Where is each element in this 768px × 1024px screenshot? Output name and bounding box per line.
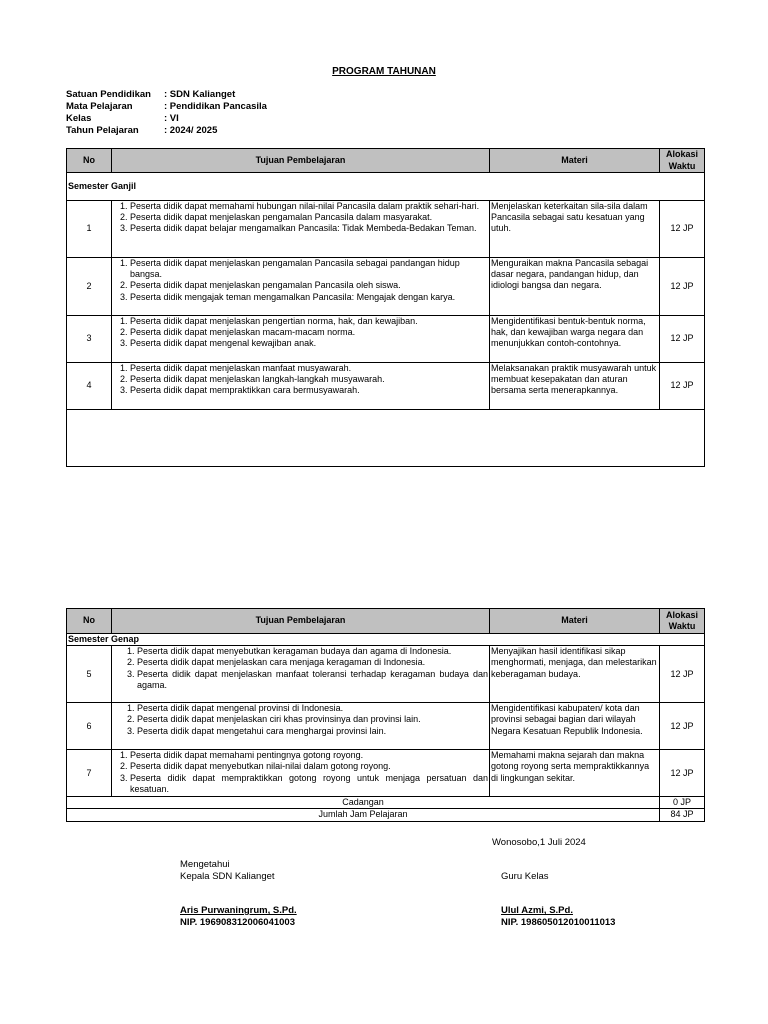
tujuan-item: 3. Peserta didik dapat mempraktikkan gotong royong untuk menjaga persatuan dan kesatuan.: [130, 773, 488, 795]
semester-label: Semester Ganjil: [67, 173, 705, 201]
empty-cell: [67, 410, 705, 467]
materi-cell: Melaksanakan praktik musyawarah untuk membuat kesepakatan dan aturan bersama serta menerapkannya.: [490, 363, 660, 410]
semester-label: Semester Genap: [67, 634, 705, 646]
tujuan-item: 3. Peserta didik dapat menjelaskan manfaat toleransi terhadap keragaman budaya dan agama.: [137, 669, 488, 691]
jumlah-value: 84 JP: [660, 809, 705, 821]
materi-cell: Menguraikan makna Pancasila sebagai dasar negara, pandangan hidup, dan idiologi bangsa dan negara.: [490, 258, 660, 316]
header-alokasi: [660, 609, 705, 634]
alokasi-cell: 12 JP: [660, 258, 705, 316]
row-number: 3: [67, 316, 112, 363]
tujuan-item: 1. Peserta didik dapat menjelaskan pengertian norma, hak, dan kewajiban.: [130, 316, 488, 327]
row-number: 4: [67, 363, 112, 410]
header-materi: Materi: [490, 149, 660, 173]
semester-row: [67, 634, 705, 646]
tujuan-item: 3. Peserta didik dapat mengetahui cara menghargai provinsi lain.: [137, 726, 488, 737]
table-row: [67, 316, 705, 363]
header-no: No: [67, 609, 112, 634]
materi-cell: Menjelaskan keterkaitan sila-sila dalam Pancasila sebagai satu kesatuan yang utuh.: [490, 201, 660, 258]
header-alokasi-line2: Waktu: [668, 160, 696, 171]
alokasi-cell: 12 JP: [660, 750, 705, 797]
document-title: PROGRAM TAHUNAN: [332, 66, 436, 77]
tujuan-item: 1. Peserta didik dapat memahami hubungan nilai-nilai Pancasila dalam praktik sehari-hari.: [130, 201, 488, 212]
row-number: 1: [67, 201, 112, 258]
identity-row-kelas: [66, 113, 267, 125]
program-table-genap: [66, 608, 705, 822]
table-row: [67, 646, 705, 703]
identity-value: : VI: [164, 113, 179, 124]
tujuan-item: 2. Peserta didik dapat menyebutkan nilai-nilai dalam gotong royong.: [130, 761, 488, 772]
tujuan-item: 3. Peserta didik dapat belajar mengamalkan Pancasila: Tidak Membeda-Bedakan Teman.: [130, 223, 488, 234]
materi-cell: Menyajikan hasil identifikasi sikap menghormati, menjaga, dan melestarikan keberagaman budaya.: [490, 646, 660, 703]
tujuan-item: 2. Peserta didik dapat menjelaskan macam-macam norma.: [130, 327, 488, 338]
program-table-ganjil: [66, 148, 705, 467]
tujuan-item: 3. Peserta didik dapat mengenal kewajiban anak.: [130, 338, 488, 349]
alokasi-cell: 12 JP: [660, 646, 705, 703]
signature-right-line: Guru Kelas: [501, 871, 549, 882]
row-number: 5: [67, 646, 112, 703]
identity-value: : 2024/ 2025: [164, 125, 218, 136]
table-header-row: [67, 609, 705, 634]
cadangan-label: Cadangan: [67, 797, 660, 809]
tujuan-item: 1. Peserta didik dapat memahami pentingnya gotong royong.: [130, 750, 488, 761]
row-number: 7: [67, 750, 112, 797]
identity-row-tahun: [66, 125, 267, 137]
header-tujuan: Tujuan Pembelajaran: [112, 609, 490, 634]
materi-cell: Mengidentifikasi bentuk-bentuk norma, hak, dan kewajiban warga negara dan menunjukkan contoh-contohnya.: [490, 316, 660, 363]
identity-label: Tahun Pelajaran: [66, 125, 139, 136]
tujuan-cell: [112, 201, 490, 258]
alokasi-cell: 12 JP: [660, 201, 705, 258]
signature-right-name: Ulul Azmi, S.Pd.: [501, 905, 573, 916]
row-number: 6: [67, 703, 112, 750]
jumlah-row: [67, 809, 705, 821]
header-alokasi-line1: Alokasi: [665, 609, 698, 620]
header-no: No: [67, 149, 112, 173]
identity-label: Satuan Pendidikan: [66, 89, 151, 100]
tujuan-cell: [112, 703, 490, 750]
signature-left-nip: NIP. 196908312006041003: [180, 917, 295, 928]
table-header-row: [67, 149, 705, 173]
signature-right-nip: NIP. 198605012010011013: [501, 917, 616, 928]
identity-row-satuan: [66, 89, 267, 101]
tujuan-cell: [112, 750, 490, 797]
tujuan-item: 2. Peserta didik dapat menjelaskan langkah-langkah musyawarah.: [130, 374, 488, 385]
tujuan-item: 1. Peserta didik dapat menjelaskan manfaat musyawarah.: [130, 363, 488, 374]
tujuan-item: 1. Peserta didik dapat mengenal provinsi di Indonesia.: [137, 703, 488, 714]
cadangan-value: 0 JP: [660, 797, 705, 809]
header-alokasi-line1: Alokasi: [665, 149, 698, 160]
tujuan-item: 2. Peserta didik dapat menjelaskan pengamalan Pancasila dalam masyarakat.: [130, 212, 488, 223]
header-alokasi-line2: Waktu: [668, 621, 696, 631]
header-tujuan: Tujuan Pembelajaran: [112, 149, 490, 173]
semester-row: [67, 173, 705, 201]
table-row: [67, 703, 705, 750]
identity-row-mapel: [66, 101, 267, 113]
cadangan-row: [67, 797, 705, 809]
tujuan-item: 3. Peserta didik mengajak teman mengamalkan Pancasila: Mengajak dengan karya.: [130, 292, 488, 303]
header-materi: Materi: [490, 609, 660, 634]
table-row: [67, 750, 705, 797]
tujuan-item: 2. Peserta didik dapat menjelaskan pengamalan Pancasila oleh siswa.: [130, 280, 488, 291]
jumlah-label: Jumlah Jam Pelajaran: [67, 809, 660, 821]
signature-left-line2: Kepala SDN Kalianget: [180, 871, 275, 882]
materi-cell: Memahami makna sejarah dan makna gotong royong serta mempraktikkannya di lingkungan sekitar.: [490, 750, 660, 797]
identity-label: Mata Pelajaran: [66, 101, 133, 112]
tujuan-item: 1. Peserta didik dapat menyebutkan keragaman budaya dan agama di Indonesia.: [137, 646, 488, 657]
table-row: [67, 258, 705, 316]
identity-value: : Pendidikan Pancasila: [164, 101, 267, 112]
tujuan-cell: [112, 258, 490, 316]
identity-value: : SDN Kalianget: [164, 89, 236, 100]
header-alokasi: [660, 149, 705, 173]
alokasi-cell: 12 JP: [660, 703, 705, 750]
tujuan-cell: [112, 316, 490, 363]
signature-left-line1: Mengetahui: [180, 859, 230, 870]
table-row: [67, 201, 705, 258]
tujuan-cell: [112, 646, 490, 703]
tujuan-item: 2. Peserta didik dapat menjelaskan cara menjaga keragaman di Indonesia.: [137, 657, 488, 668]
alokasi-cell: 12 JP: [660, 316, 705, 363]
signature-right: [501, 871, 615, 929]
identity-label: Kelas: [66, 113, 92, 124]
row-number: 2: [67, 258, 112, 316]
place-date: Wonosobo,1 Juli 2024: [492, 837, 586, 848]
materi-cell: Mengidentifikasi kabupaten/ kota dan provinsi sebagai bagian dari wilayah Negara Kesatuan Republik Indonesia.: [490, 703, 660, 750]
tujuan-item: 2. Peserta didik dapat menjelaskan ciri khas provinsinya dan provinsi lain.: [137, 714, 488, 725]
empty-row: [67, 410, 705, 467]
tujuan-item: 1. Peserta didik dapat menjelaskan pengamalan Pancasila sebagai pandangan hidup bangsa.: [130, 258, 488, 280]
table-row: [67, 363, 705, 410]
tujuan-item: 3. Peserta didik dapat mempraktikkan cara bermusyawarah.: [130, 385, 488, 396]
identity-block: [66, 89, 267, 137]
tujuan-cell: [112, 363, 490, 410]
signature-left: [180, 859, 297, 929]
alokasi-cell: 12 JP: [660, 363, 705, 410]
signature-left-name: Aris Purwaningrum, S.Pd.: [180, 905, 297, 916]
